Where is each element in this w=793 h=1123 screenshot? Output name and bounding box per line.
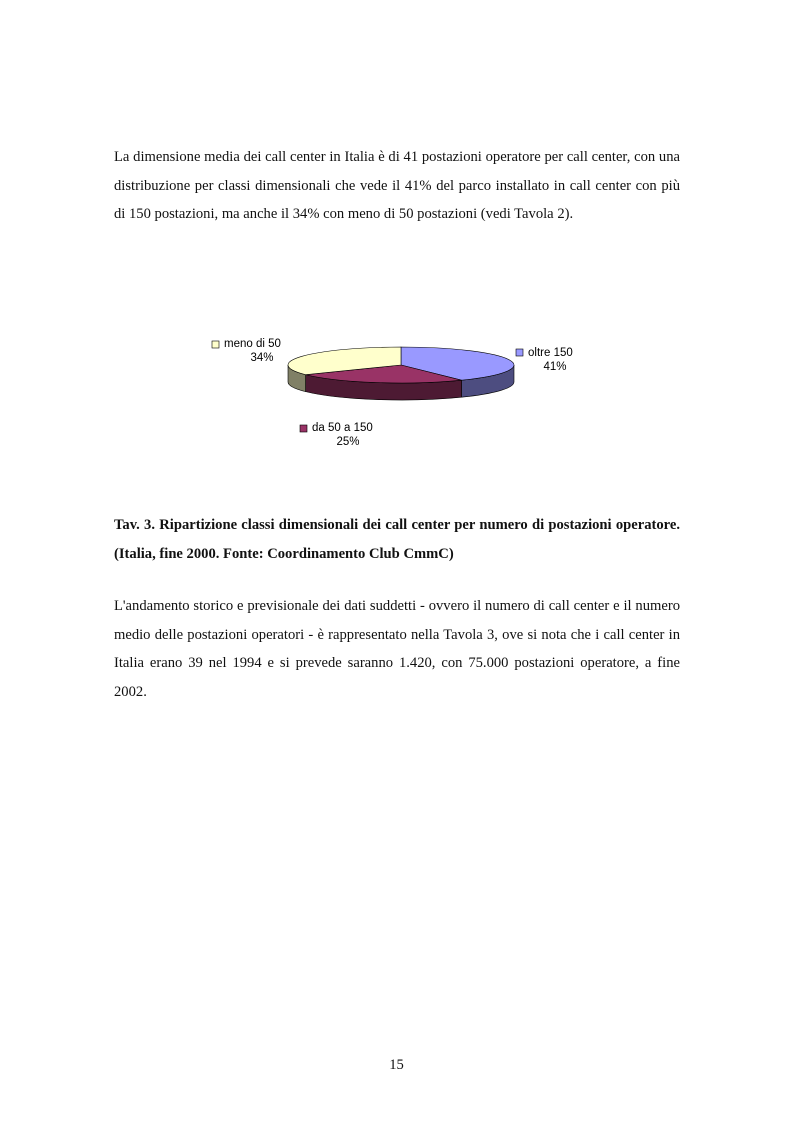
slice-percent-da-50-a-150: 25% xyxy=(336,436,360,448)
table-caption: Tav. 3. Ripartizione classi dimensionali dei call center per numero di postazioni operatore. (Italia, fine 2000. Fonte: Coordinamento Club CmmC) xyxy=(114,517,680,562)
legend-swatch-da-50-a-150 xyxy=(300,425,307,432)
body-paragraph-1: La dimensione media dei call center in Italia è di 41 postazioni operatore per call center, con una distribuzione per classi dimensionali che vede il 41% del parco installato in call center con più di 150 postazioni, ma anche il 34% con meno di 50 postazioni (vedi Tavola 2). xyxy=(114,149,680,222)
slice-label-meno-di-50: meno di 50 xyxy=(224,338,281,350)
page-number: 15 xyxy=(389,1057,404,1073)
slice-label-da-50-a-150: da 50 a 150 xyxy=(312,422,373,434)
pie-chart xyxy=(200,330,600,460)
pie-tops xyxy=(288,347,514,383)
slice-label-oltre-150: oltre 150 xyxy=(528,347,573,359)
legend-swatch-meno-di-50 xyxy=(212,341,219,348)
slice-percent-oltre-150: 41% xyxy=(543,361,567,373)
legend-swatch-oltre-150 xyxy=(516,349,523,356)
slice-percent-meno-di-50: 34% xyxy=(250,352,274,364)
body-paragraph-2: L'andamento storico e previsionale dei dati suddetti - ovvero il numero di call center e il numero medio delle postazioni operatori - è rappresentato nella Tavola 3, ove si nota che i call center in Italia erano 39 nel 1994 e si prevede saranno 1.420, con 75.000 postazioni operatore, a fine 2002. xyxy=(114,598,680,700)
